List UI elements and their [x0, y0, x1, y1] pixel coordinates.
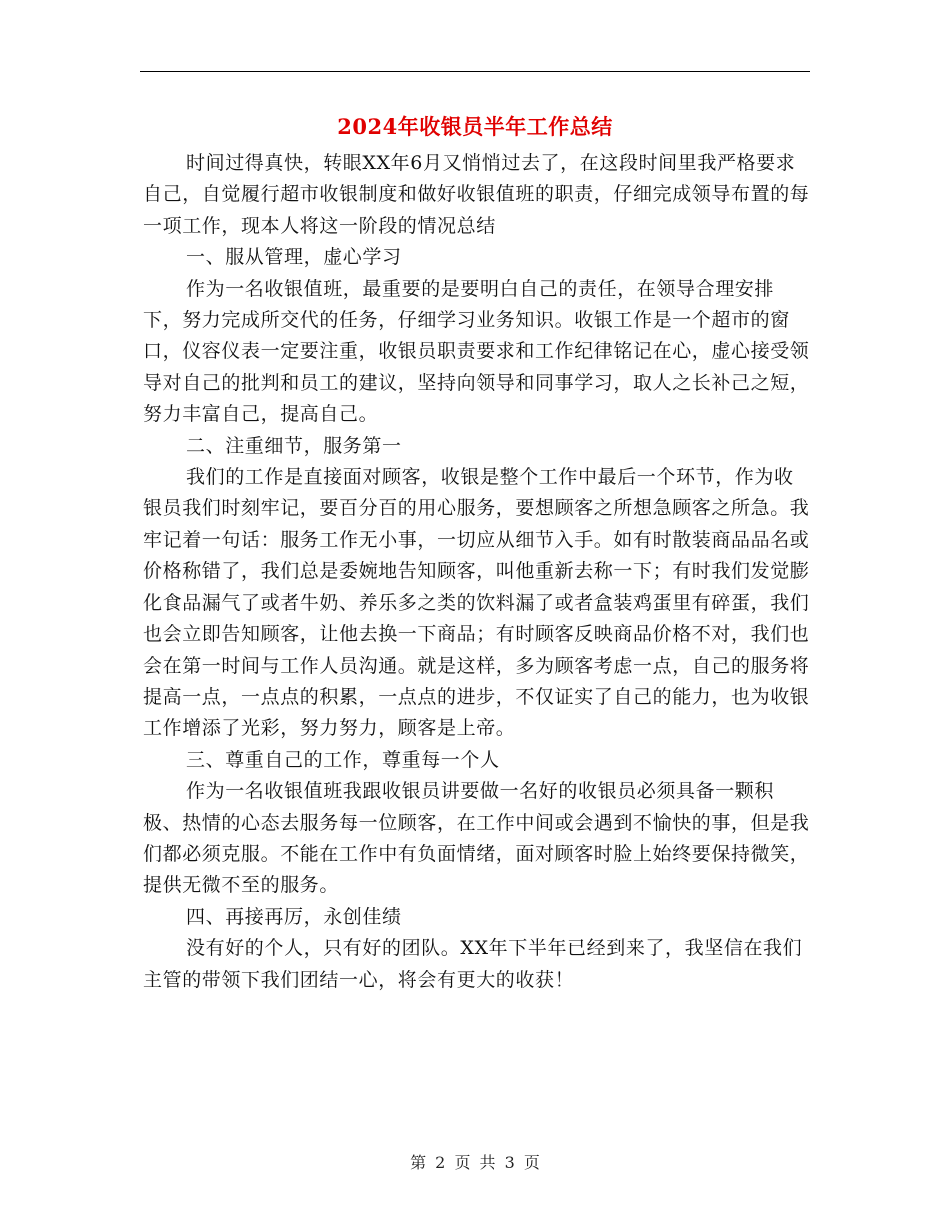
section-heading-2: 二、注重细节，服务第一 [186, 434, 402, 457]
paragraph-section-3: 作为一名收银值班我跟收银员讲要做一名好的收银员必须具备一颗积极、热情的心态去服务每一位顾客，在工作中间或会遇到不愉快的事，但是我们都必须克服。不能在工作中有负面情绪，面对顾客时脸上始终要保持微笑，提供无微不至的服务。 [143, 780, 810, 897]
document-body [143, 148, 813, 996]
paragraph-section-4: 没有好的个人，只有好的团队。XX年下半年已经到来了，我坚信在我们主管的带领下我们团结一心，将会有更大的收获！ [143, 937, 803, 991]
section-heading-4: 四、再接再厉，永创佳绩 [186, 905, 402, 928]
document-title: 2024年收银员半年工作总结 [337, 114, 613, 139]
paragraph-section-2: 我们的工作是直接面对顾客，收银是整个工作中最后一个环节，作为收银员我们时刻牢记，要百分百的用心服务，要想顾客之所想急顾客之所急。我牢记着一句话：服务工作无小事，一切应从细节入手。如有时散装商品品名或价格称错了，我们总是委婉地告知顾客，叫他重新去称一下；有时我们发觉膨化食品漏气了或者牛奶、养乐多之类的饮料漏了或者盒装鸡蛋里有碎蛋，我们也会立即告知顾客，让他去换一下商品；有时顾客反映商品价格不对，我们也会在第一时间与工作人员沟通。就是这样，多为顾客考虑一点，自己的服务将提高一点，一点点的积累，一点点的进步，不仅证实了自己的能力，也为收银工作增添了光彩，努力努力，顾客是上帝。 [143, 466, 810, 740]
header-rule [140, 71, 810, 72]
paragraph-section-1: 作为一名收银值班，最重要的是要明白自己的责任，在领导合理安排下，努力完成所交代的任务，仔细学习业务知识。收银工作是一个超市的窗口，仪容仪表一定要注重，收银员职责要求和工作纪律铭记在心，虚心接受领导对自己的批判和员工的建议，坚持向领导和同事学习，取人之长补己之短，努力丰富自己，提高自己。 [143, 277, 810, 426]
paragraph-intro: 时间过得真快，转眼XX年6月又悄悄过去了，在这段时间里我严格要求自己，自觉履行超市收银制度和做好收银值班的职责，仔细完成领导布置的每一项工作，现本人将这一阶段的情况总结 [143, 152, 810, 237]
section-heading-1: 一、服从管理，虚心学习 [186, 246, 402, 269]
page-footer: 第 2 页 共 3 页 [410, 1153, 540, 1172]
section-heading-3: 三、尊重自己的工作，尊重每一个人 [186, 748, 500, 771]
